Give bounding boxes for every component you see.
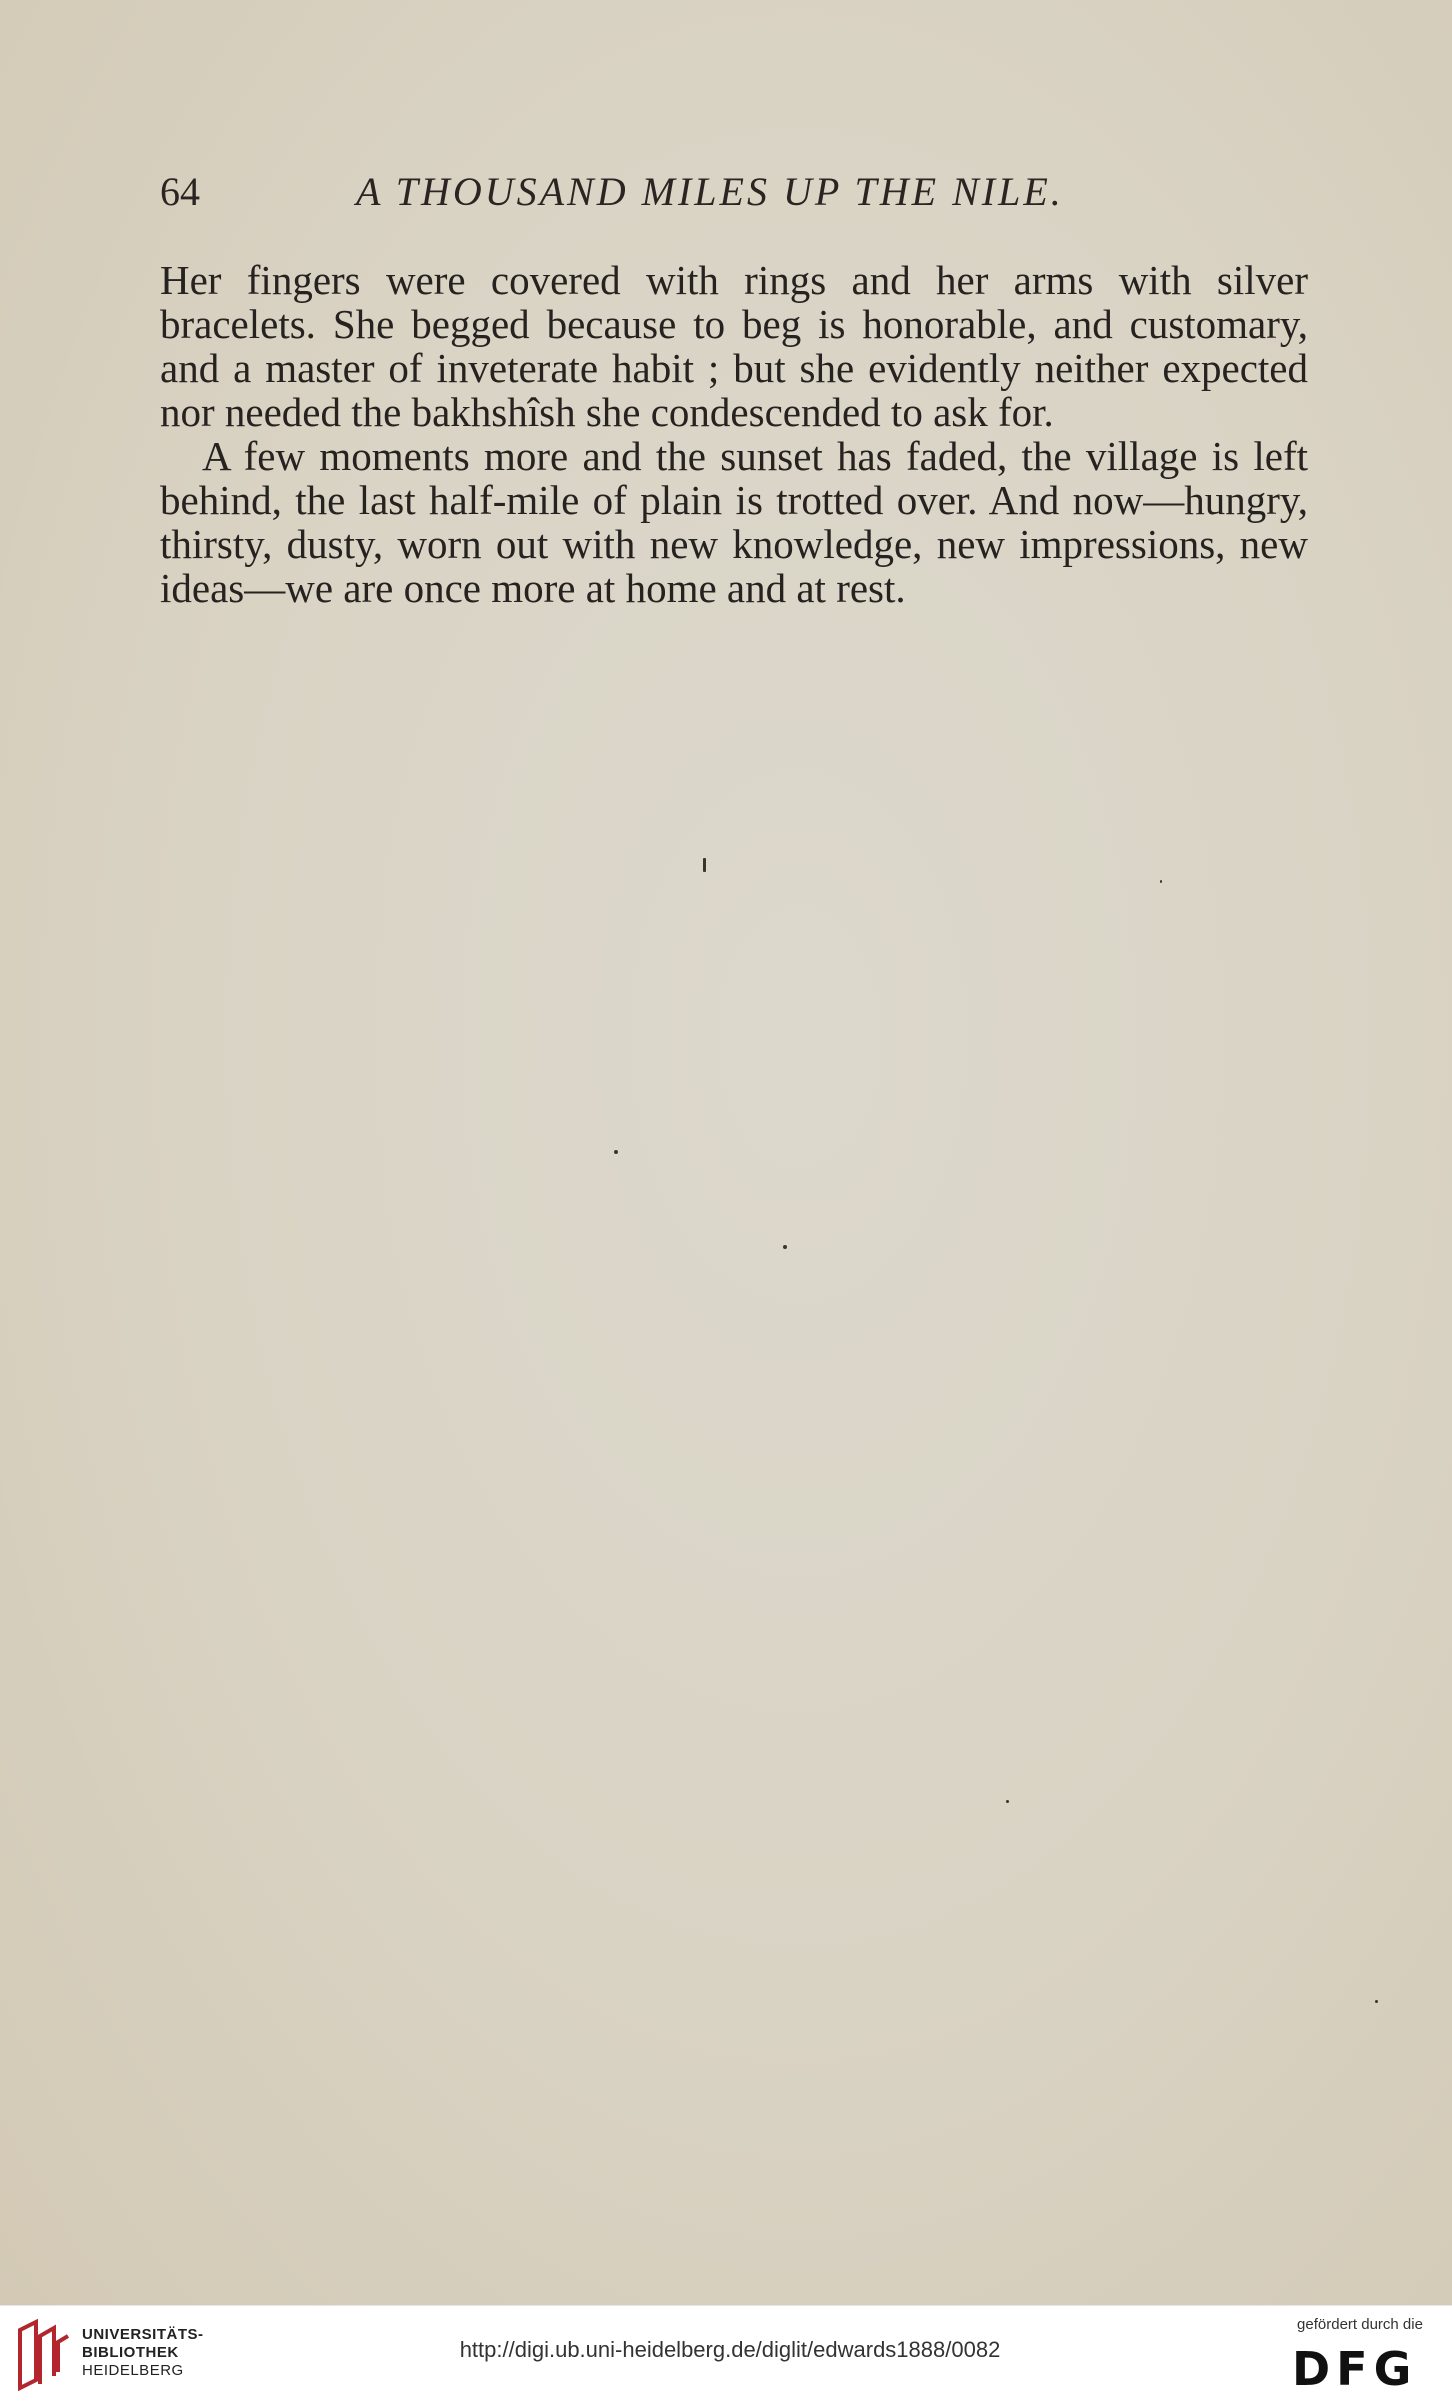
paragraph: A few moments more and the sunset has faded, the village is left behind, the last half-mile of plain is trotted over. And now—hungry, thirsty, dusty, worn out with new knowledge, new impressions, new ideas—we are once more at home and at rest.: [160, 433, 1308, 611]
body-text: [160, 258, 1308, 610]
paper-speck: [1375, 2000, 1378, 2003]
paper-speck: [703, 858, 706, 872]
funded-by-label: gefördert durch die: [1297, 2316, 1423, 2333]
library-name-line: BIBLIOTHEK: [82, 2344, 179, 2361]
page-number: 64: [160, 169, 200, 214]
running-title: A THOUSAND MILES UP THE NILE.: [356, 169, 1064, 214]
running-head: [160, 168, 1310, 218]
library-name-line: UNIVERSITÄTS-: [82, 2326, 204, 2343]
source-url-link[interactable]: http://digi.ub.uni-heidelberg.de/diglit/edwards1888/0082: [459, 2337, 1001, 2362]
university-library-logo-icon: [14, 2318, 72, 2392]
library-name: [82, 2326, 204, 2380]
paper-speck: [783, 1245, 787, 1249]
paper-speck: [1160, 880, 1162, 883]
paragraph: Her fingers were covered with rings and her arms with silver bracelets. She begged because to beg is honorable, and customary, and a master of inveterate habit ; but she evidently neither expected nor needed the bakhshîsh she condescended to ask for.: [160, 257, 1308, 435]
library-name-line: HEIDELBERG: [82, 2362, 184, 2379]
dfg-logo: DFG: [1292, 2342, 1418, 2396]
paper-speck: [1006, 1800, 1009, 1803]
paper-speck: [614, 1150, 618, 1154]
